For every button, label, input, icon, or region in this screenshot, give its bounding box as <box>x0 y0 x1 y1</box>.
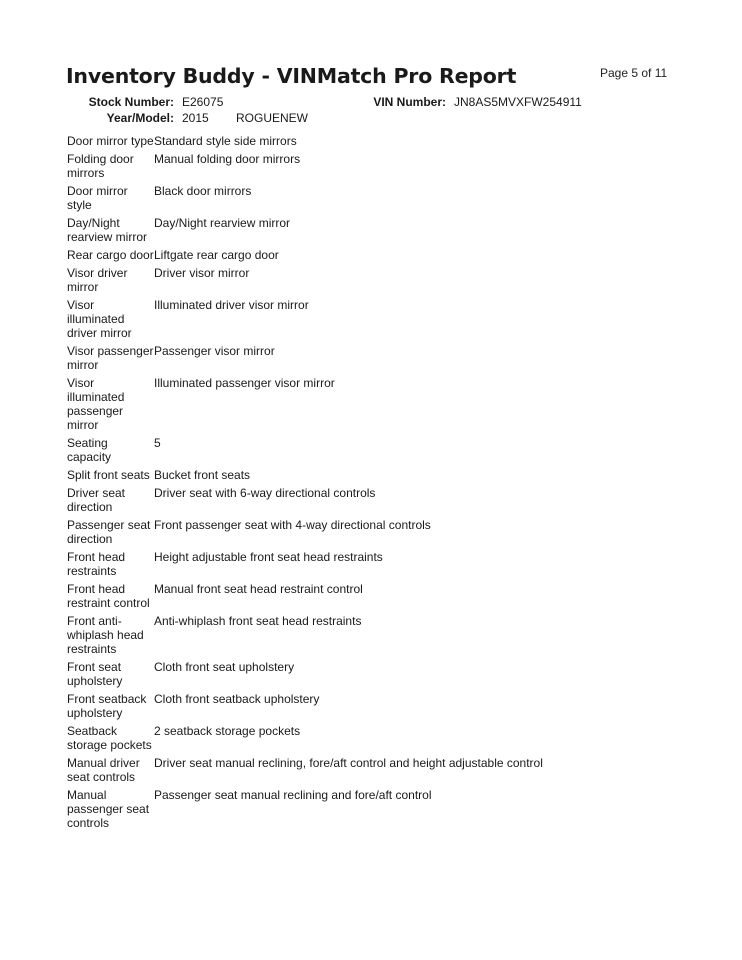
spec-label: Seating capacity <box>67 436 112 464</box>
spec-label: Front head restraint control <box>67 582 150 610</box>
spec-label: Rear cargo door <box>67 248 154 262</box>
spec-value: Front passenger seat with 4-way directional controls <box>154 518 431 532</box>
spec-value: Manual front seat head restraint control <box>154 582 363 596</box>
spec-row <box>67 756 587 784</box>
spec-label: Visor illuminated driver mirror <box>67 298 132 340</box>
spec-row <box>67 692 587 720</box>
spec-row <box>67 134 587 148</box>
spec-value: Black door mirrors <box>154 184 252 198</box>
spec-label: Folding door mirrors <box>67 152 134 180</box>
spec-row <box>67 248 587 262</box>
spec-value: Standard style side mirrors <box>154 134 297 148</box>
page-number: Page 5 of 11 <box>600 66 668 80</box>
spec-list <box>67 134 587 834</box>
spec-row <box>67 184 587 212</box>
spec-row <box>67 344 587 372</box>
spec-row <box>67 468 587 482</box>
spec-row <box>67 614 587 656</box>
stock-number-value: E26075 <box>182 95 224 109</box>
report-title: Inventory Buddy - VINMatch Pro Report <box>66 64 517 88</box>
spec-value: 2 seatback storage pockets <box>154 724 301 738</box>
spec-value: Driver seat manual reclining, fore/aft control and height adjustable control <box>154 756 543 770</box>
spec-label: Manual driver seat controls <box>67 756 140 784</box>
spec-label: Door mirror style <box>67 184 128 212</box>
spec-value: Illuminated driver visor mirror <box>154 298 309 312</box>
spec-row <box>67 436 587 464</box>
spec-row <box>67 724 587 752</box>
spec-row <box>67 298 587 340</box>
vin-number-label: VIN Number: <box>373 95 446 109</box>
spec-row <box>67 518 587 546</box>
spec-row <box>67 550 587 578</box>
spec-value: Bucket front seats <box>154 468 251 482</box>
spec-label: Manual passenger seat controls <box>67 788 150 830</box>
spec-label: Driver seat direction <box>67 486 126 514</box>
spec-row <box>67 216 587 244</box>
spec-row <box>67 376 587 432</box>
model-value: ROGUENEW <box>236 111 308 125</box>
spec-value: Passenger visor mirror <box>154 344 275 358</box>
spec-row <box>67 266 587 294</box>
vin-number-value: JN8AS5MVXFW254911 <box>454 95 582 109</box>
spec-label: Split front seats <box>67 468 150 482</box>
spec-value: Cloth front seatback upholstery <box>154 692 320 706</box>
spec-value: Illuminated passenger visor mirror <box>154 376 335 390</box>
spec-value: Driver seat with 6-way directional controls <box>154 486 376 500</box>
year-value: 2015 <box>182 111 209 125</box>
spec-label: Visor passenger mirror <box>67 344 154 372</box>
spec-row <box>67 788 587 830</box>
spec-value: Manual folding door mirrors <box>154 152 301 166</box>
spec-label: Day/Night rearview mirror <box>67 216 148 244</box>
year-model-label: Year/Model: <box>106 111 174 125</box>
spec-label: Door mirror type <box>67 134 154 148</box>
spec-label: Visor driver mirror <box>67 266 128 294</box>
spec-value: Cloth front seat upholstery <box>154 660 295 674</box>
spec-value: Height adjustable front seat head restraints <box>154 550 383 564</box>
spec-row <box>67 486 587 514</box>
spec-label: Visor illuminated passenger mirror <box>67 376 125 432</box>
stock-number-label: Stock Number: <box>88 95 174 109</box>
spec-label: Front seatback upholstery <box>67 692 147 720</box>
spec-value: Passenger seat manual reclining and fore/aft control <box>154 788 432 802</box>
spec-row <box>67 152 587 180</box>
spec-value: Day/Night rearview mirror <box>154 216 291 230</box>
spec-value: Anti-whiplash front seat head restraints <box>154 614 362 628</box>
spec-label: Front head restraints <box>67 550 126 578</box>
spec-value: 5 <box>154 436 161 450</box>
spec-label: Passenger seat direction <box>67 518 151 546</box>
spec-label: Seatback storage pockets <box>67 724 152 752</box>
spec-value: Liftgate rear cargo door <box>154 248 279 262</box>
spec-label: Front seat upholstery <box>67 660 123 688</box>
spec-row <box>67 582 587 610</box>
spec-label: Front anti-whiplash head restraints <box>67 614 144 656</box>
spec-value: Driver visor mirror <box>154 266 250 280</box>
spec-row <box>67 660 587 688</box>
